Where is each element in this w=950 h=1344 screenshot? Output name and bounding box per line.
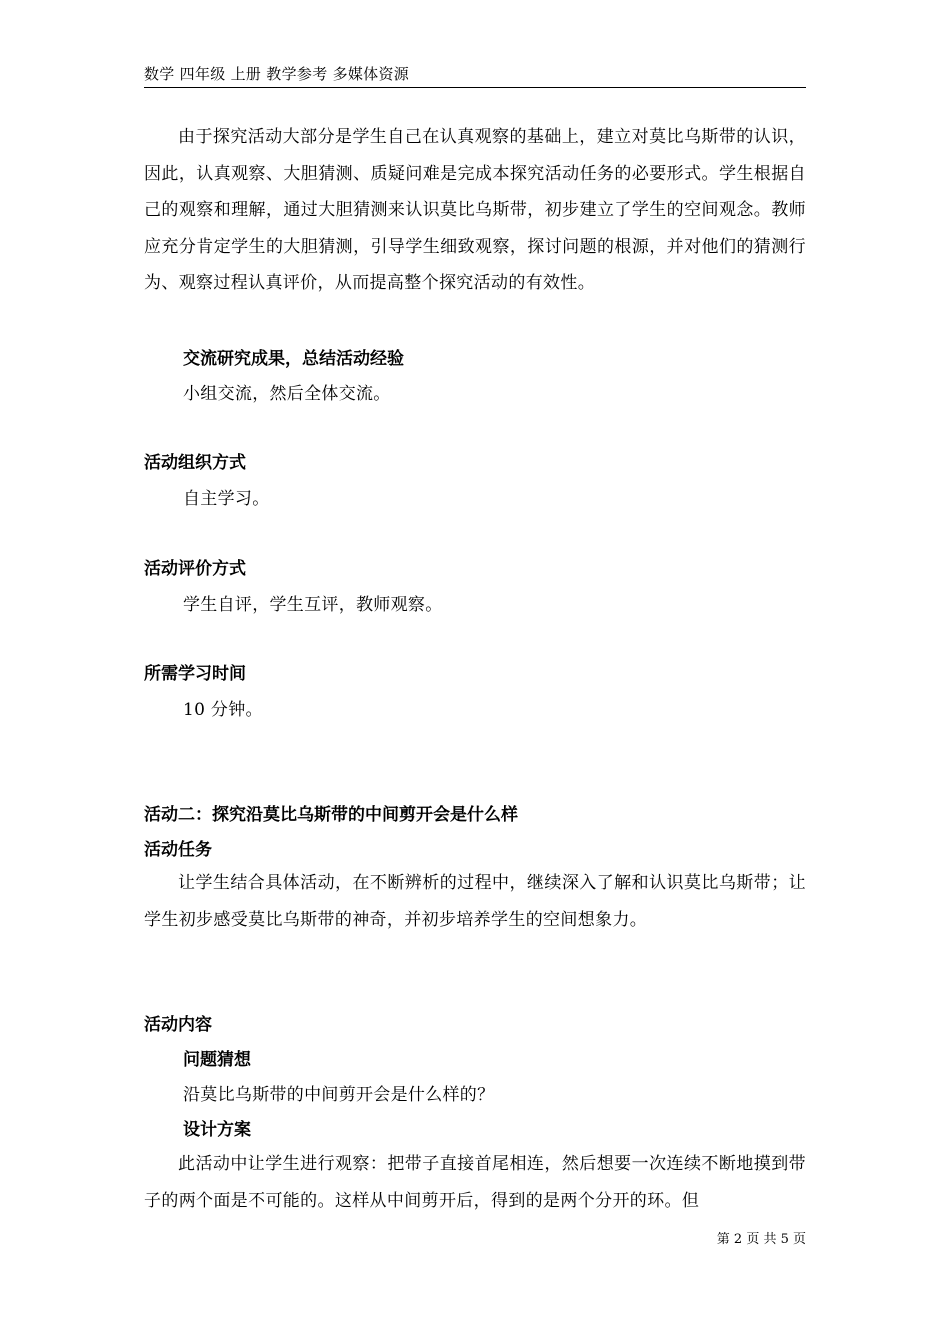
eval-heading: 活动评价方式	[144, 559, 246, 579]
page-header: 数学 四年级 上册 教学参考 多媒体资源	[144, 63, 806, 88]
summary-section	[144, 347, 806, 406]
design-heading: 设计方案	[183, 1120, 251, 1140]
summary-text: 小组交流，然后全体交流。	[183, 384, 391, 404]
question-text: 沿莫比乌斯带的中间剪开会是什么样的？	[183, 1085, 495, 1105]
org-text: 自主学习。	[183, 489, 270, 509]
design-paragraph: 此活动中让学生进行观察：把带子直接首尾相连，然后想要一次连续不断地摸到带子的两个面是不可能的。这样从中间剪开后，得到的是两个分开的环。但	[144, 1154, 806, 1211]
page-number: 第 2 页 共 5 页	[716, 1232, 806, 1247]
eval-section	[144, 557, 806, 617]
time-section	[144, 662, 806, 722]
activity2-section	[144, 803, 806, 938]
org-heading: 活动组织方式	[144, 453, 246, 473]
task-heading: 活动任务	[144, 840, 212, 860]
content-heading: 活动内容	[144, 1015, 212, 1035]
intro-paragraph: 由于探究活动大部分是学生自己在认真观察的基础上，建立对莫比乌斯带的认识，因此，认真观察、大胆猜测、质疑问难是完成本探究活动任务的必要形式。学生根据自己的观察和理解，通过大胆猜测来认识莫比乌斯带，初步建立了学生的空间观念。教师应充分肯定学生的大胆猜测，引导学生细致观察，探讨问题的根源，并对他们的猜测行为、观察过程认真评价，从而提高整个探究活动的有效性。	[144, 127, 806, 293]
question-heading: 问题猜想	[183, 1050, 251, 1070]
summary-subheading: 交流研究成果，总结活动经验	[183, 349, 404, 369]
activity2-title: 活动二：探究沿莫比乌斯带的中间剪开会是什么样	[144, 805, 518, 825]
eval-text: 学生自评，学生互评，教师观察。	[183, 595, 443, 615]
time-text: 10 分钟。	[183, 700, 263, 720]
org-section	[144, 451, 806, 511]
time-heading: 所需学习时间	[144, 664, 246, 684]
section-1	[144, 119, 806, 302]
task-paragraph: 让学生结合具体活动，在不断辨析的过程中，继续深入了解和认识莫比乌斯带；让学生初步感受莫比乌斯带的神奇，并初步培养学生的空间想象力。	[144, 873, 806, 930]
content-section	[144, 1013, 806, 1219]
